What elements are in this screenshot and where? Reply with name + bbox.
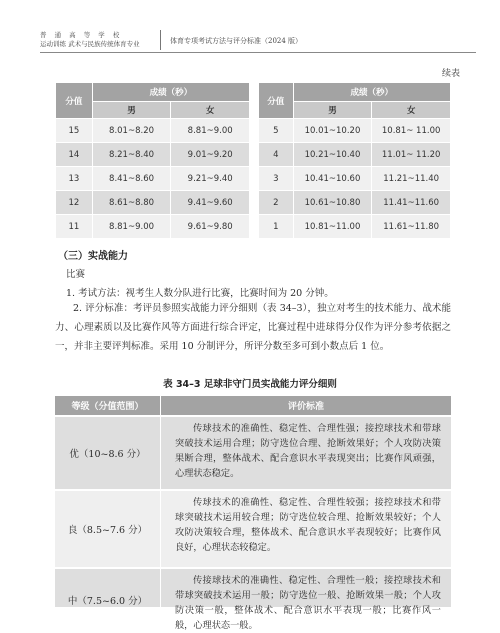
- score-cell: 15: [56, 119, 93, 143]
- table-row: [259, 191, 451, 215]
- exam-method-text: 1. 考试方法：视考生人数分队进行比赛，比赛时间为 20 分钟。: [66, 288, 334, 299]
- score-cell: 5: [259, 119, 294, 143]
- col-result-header: 成绩（秒）: [92, 83, 249, 102]
- table-row: [259, 215, 451, 239]
- score-cell: 3: [259, 167, 294, 191]
- table-row: [56, 143, 250, 167]
- male-time-cell: 10.01~10.20: [293, 119, 372, 143]
- evaluation-table: [55, 396, 451, 631]
- score-cell: 12: [56, 191, 93, 215]
- criteria-cell: 传球技术的准确性、稳定性、合理性较强；接控球技术和带球突破技术运用较合理；防守选位较合理、抢断效果较好；个人攻防决策较合理，整体战术、配合意识水平表现较好；比赛作风良好，心理状态较稳定。: [175, 497, 441, 553]
- section-subtitle: 比赛: [66, 269, 86, 280]
- col-male-header: 男: [92, 102, 171, 119]
- criteria-cell: 传接球技术的准确性、稳定性、合理性一般；接控球技术和带球突破技术运用一般；防守选位一般、抢断效果一般；个人攻防决策一般，整体战术、配合意识水平表现一般；比赛作风一般，心理状态一般。: [175, 575, 441, 631]
- col-criteria-header: 评价标准: [287, 402, 324, 412]
- female-time-cell: 8.81~9.00: [171, 119, 250, 143]
- female-time-cell: 11.01~ 11.20: [372, 143, 451, 167]
- female-time-cell: 11.41~11.60: [372, 191, 451, 215]
- female-time-cell: 9.21~9.40: [171, 167, 250, 191]
- header-rule: [40, 52, 476, 53]
- section-title: （三）实战能力: [58, 251, 128, 262]
- score-cell: 1: [259, 215, 294, 239]
- female-time-cell: 9.41~9.60: [171, 191, 250, 215]
- male-time-cell: 10.21~10.40: [293, 143, 372, 167]
- table-row: [259, 143, 451, 167]
- table-caption: 表 34–3 足球非守门员实战能力评分细则: [163, 379, 337, 390]
- table-row: [56, 119, 250, 143]
- male-time-cell: 10.41~10.60: [293, 167, 372, 191]
- score-table-left: [55, 82, 250, 239]
- male-time-cell: 8.01~8.20: [92, 119, 171, 143]
- col-male-header: 男: [293, 102, 372, 119]
- header-book-title: 体育专项考试方法与评分标准（2024 版）: [170, 37, 303, 45]
- grade-cell: 良（8.5~7.6 分）: [55, 491, 161, 567]
- col-score-header: 分值: [259, 83, 294, 119]
- table-row: [56, 167, 250, 191]
- table-row: [55, 415, 451, 489]
- header-major: 运动训练 武术与民族传统体育专业: [40, 40, 140, 48]
- score-cell: 2: [259, 191, 294, 215]
- continued-label: 续表: [441, 69, 460, 79]
- female-time-cell: 11.21~11.40: [372, 167, 451, 191]
- header-divider: [160, 30, 161, 50]
- table-row: [55, 567, 451, 631]
- col-female-header: 女: [171, 102, 250, 119]
- female-time-cell: 9.61~9.80: [171, 215, 250, 239]
- col-grade-header: 等级（分值范围）: [55, 396, 161, 415]
- male-time-cell: 10.61~10.80: [293, 191, 372, 215]
- male-time-cell: 8.81~9.00: [92, 215, 171, 239]
- score-cell: 13: [56, 167, 93, 191]
- criteria-cell: 传球技术的准确性、稳定性、合理性强；接控球技术和带球突破技术运用合理；防守选位合理、抢断效果好；个人攻防决策果断合理，整体战术、配合意识水平表现突出；比赛作风顽强，心理状态稳定。: [175, 423, 441, 479]
- score-cell: 4: [259, 143, 294, 167]
- male-time-cell: 8.21~8.40: [92, 143, 171, 167]
- table-row: [56, 215, 250, 239]
- col-result-header: 成绩（秒）: [293, 83, 450, 102]
- evaluation-table-header: [55, 396, 451, 415]
- male-time-cell: 8.41~8.60: [92, 167, 171, 191]
- female-time-cell: 11.61~11.80: [372, 215, 451, 239]
- table-row: [259, 119, 451, 143]
- female-time-cell: 9.01~9.20: [171, 143, 250, 167]
- male-time-cell: 8.61~8.80: [92, 191, 171, 215]
- col-score-header: 分值: [56, 83, 93, 119]
- score-cell: 11: [56, 215, 93, 239]
- table-row: [56, 191, 250, 215]
- score-table-right: [258, 82, 451, 239]
- female-time-cell: 10.81~ 11.00: [372, 119, 451, 143]
- grade-cell: 中（7.5~6.0 分）: [55, 569, 161, 607]
- header-school: 普 通 高 等 学 校: [40, 31, 123, 39]
- table-row: [55, 489, 451, 567]
- score-cell: 14: [56, 143, 93, 167]
- scoring-standard-text: 2. 评分标准：考评员参照实战能力评分细则（表 34–3），独立对考生的技术能力、战术能力、心理素质以及比赛作风等方面进行综合评定，比赛过程中进球得分仅作为评分参考依据之一，并非主要评判标准。采用 10 分制评分，所评分数至多可到小数点后 1 位。: [55, 303, 451, 352]
- header-left: [40, 31, 140, 49]
- grade-cell: 优（10~8.6 分）: [55, 417, 161, 489]
- col-female-header: 女: [372, 102, 451, 119]
- male-time-cell: 10.81~11.00: [293, 215, 372, 239]
- table-row: [259, 167, 451, 191]
